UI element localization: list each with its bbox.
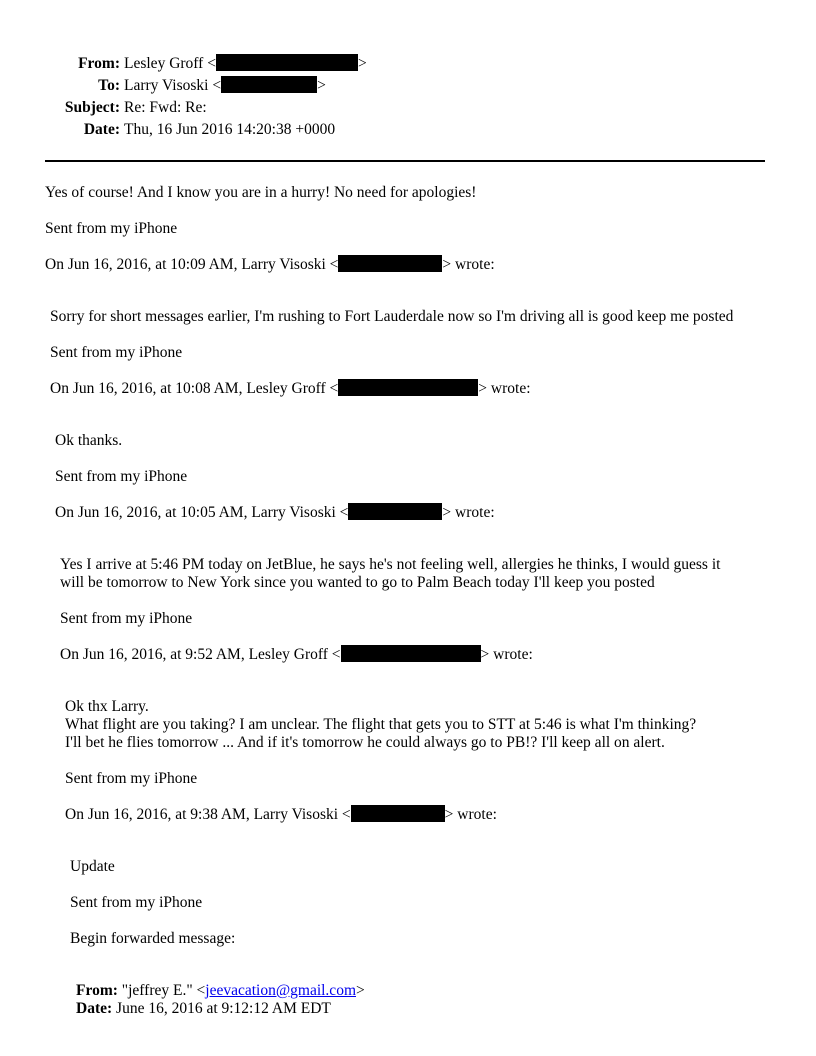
fwd-from bbox=[76, 981, 365, 1000]
to-value bbox=[124, 76, 326, 95]
quote-header-pre: On Jun 16, 2016, at 10:08 AM, Lesley Groff < bbox=[50, 380, 339, 397]
fwd-from-label: From: bbox=[76, 982, 118, 999]
message-body: Ok thanks. bbox=[55, 432, 123, 449]
fwd-from-tail: > bbox=[356, 982, 365, 999]
quote-header bbox=[60, 645, 533, 664]
quote-header-post: > wrote: bbox=[442, 256, 495, 273]
message-body-line: I'll bet he flies tomorrow ... And if it's tomorrow he could always go to PB!? I'll keep all on alert. bbox=[65, 734, 665, 751]
subject-value: Re: Fwd: Re: bbox=[124, 99, 207, 116]
redaction-box bbox=[338, 379, 478, 396]
from-name: Lesley Groff < bbox=[124, 55, 216, 72]
header-divider bbox=[45, 160, 765, 162]
message-body: Sorry for short messages earlier, I'm rushing to Fort Lauderdale now so I'm driving all is good keep me posted bbox=[50, 308, 734, 325]
fwd-from-email-link[interactable]: jeevacation@gmail.com bbox=[205, 982, 356, 999]
subject-label: Subject: bbox=[64, 99, 120, 116]
signature: Sent from my iPhone bbox=[70, 894, 203, 911]
to-label: To: bbox=[98, 77, 120, 94]
message-body-line: What flight are you taking? I am unclear. The flight that gets you to STT at 5:46 is what I'm thinking? bbox=[65, 716, 697, 733]
from-value bbox=[124, 54, 367, 73]
quote-header-post: > wrote: bbox=[442, 504, 495, 521]
signature: Sent from my iPhone bbox=[50, 344, 183, 361]
fwd-date-label: Date: bbox=[76, 1000, 113, 1017]
quote-header-pre: On Jun 16, 2016, at 9:52 AM, Lesley Groff < bbox=[60, 646, 341, 663]
fwd-date bbox=[76, 999, 331, 1018]
message-body-line: will be tomorrow to New York since you wanted to go to Palm Beach today I'll keep you posted bbox=[60, 574, 655, 591]
to-tail: > bbox=[317, 77, 326, 94]
to-name: Larry Visoski < bbox=[124, 77, 222, 94]
quote-header bbox=[65, 805, 497, 824]
fwd-date-value: June 16, 2016 at 9:12:12 AM EDT bbox=[112, 1000, 331, 1017]
date-label: Date: bbox=[83, 121, 120, 138]
quote-header-pre: On Jun 16, 2016, at 9:38 AM, Larry Visoski < bbox=[65, 806, 351, 823]
quote-header-post: > wrote: bbox=[444, 806, 497, 823]
quote-header bbox=[55, 503, 495, 522]
redaction-box bbox=[221, 76, 317, 93]
message-body-line: Ok thx Larry. bbox=[65, 698, 149, 715]
signature: Sent from my iPhone bbox=[55, 468, 188, 485]
redaction-box bbox=[216, 54, 358, 71]
fwd-from-name: "jeffrey E." < bbox=[117, 982, 206, 999]
from-tail: > bbox=[357, 55, 367, 72]
redaction-box bbox=[341, 645, 481, 662]
redaction-box bbox=[338, 255, 442, 272]
message-body: Yes of course! And I know you are in a hurry! No need for apologies! bbox=[45, 184, 477, 201]
date-value: Thu, 16 Jun 2016 14:20:38 +0000 bbox=[124, 121, 336, 138]
quote-header bbox=[50, 379, 531, 398]
signature: Sent from my iPhone bbox=[60, 610, 193, 627]
quote-header-pre: On Jun 16, 2016, at 10:05 AM, Larry Visoski < bbox=[55, 504, 349, 521]
quote-header bbox=[45, 255, 495, 274]
forward-notice: Begin forwarded message: bbox=[70, 930, 236, 947]
from-label: From: bbox=[78, 55, 120, 72]
message-body-line: Yes I arrive at 5:46 PM today on JetBlue, he says he's not feeling well, allergies he thinks, I would guess it bbox=[60, 556, 721, 573]
message-body: Update bbox=[70, 858, 115, 875]
signature: Sent from my iPhone bbox=[65, 770, 198, 787]
signature: Sent from my iPhone bbox=[45, 220, 178, 237]
quote-header-post: > wrote: bbox=[478, 380, 531, 397]
redaction-box bbox=[348, 503, 442, 520]
redaction-box bbox=[351, 805, 445, 822]
quote-header-pre: On Jun 16, 2016, at 10:09 AM, Larry Visoski < bbox=[45, 256, 339, 273]
quote-header-post: > wrote: bbox=[480, 646, 533, 663]
